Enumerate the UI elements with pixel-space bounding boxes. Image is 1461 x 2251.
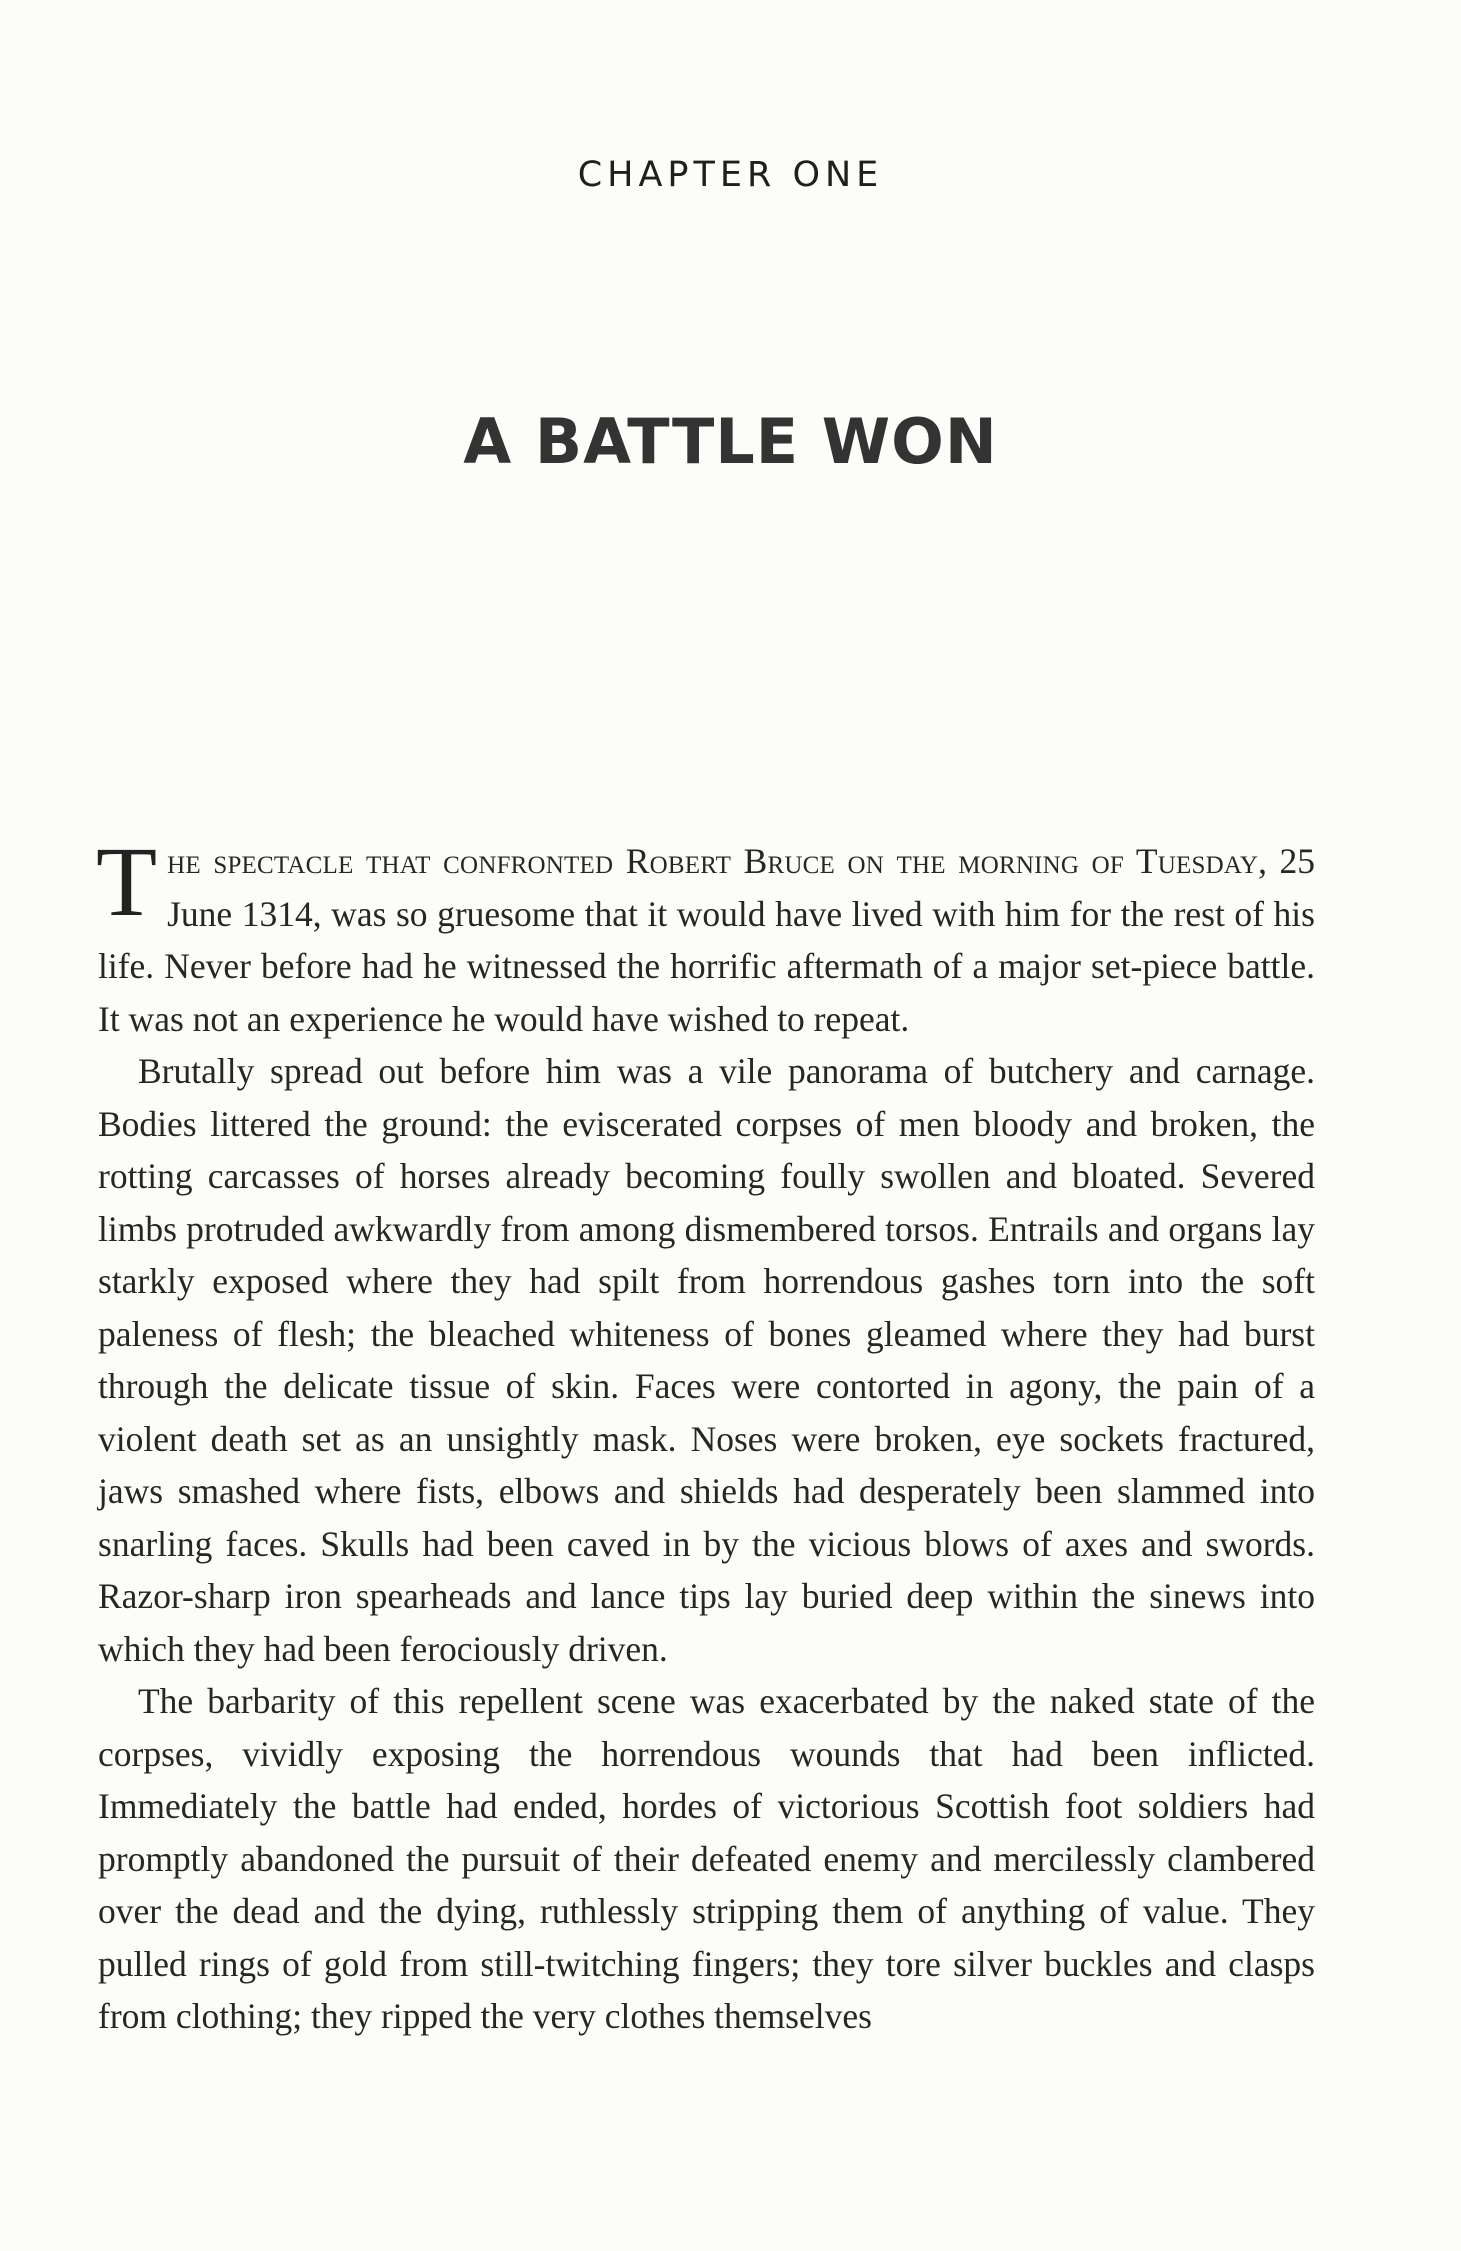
chapter-title: A BATTLE WON: [463, 405, 998, 478]
body-text: [96, 826, 1316, 2043]
paragraph-1: [96, 826, 1316, 1045]
chapter-label: CHAPTER ONE: [577, 155, 884, 195]
paragraph-3: The barbarity of this repellent scene was exacerbated by the naked state of the corpses, vividly exposing the horrendous wounds that had been inflicted. Immediately the battle had ended, hordes of victorious Scottish foot soldiers had promptly abandoned the pursuit of their defeated enemy and mercilessly clambered over the dead and the dying, ruthlessly stripping them of anything of value. They pulled rings of gold from still-twitching fingers; they tore silver buckles and clasps from clothing; they ripped the very clothes themselves: [98, 1681, 1315, 2036]
drop-cap: T: [96, 826, 158, 937]
paragraph-2: Brutally spread out before him was a vile panorama of butchery and carnage. Bodies littered the ground: the eviscerated corpses of men bloody and broken, the rotting carcasses of horses already becoming foully swollen and bloated. Severed limbs protruded awkwardly from among dismembered torsos. Entrails and organs lay starkly exposed where they had spilt from horrendous gashes torn into the soft paleness of flesh; the bleached whiteness of bones gleamed where they had burst through the delicate tissue of skin. Faces were contorted in agony, the pain of a violent death set as an unsightly mask. Noses were broken, eye sockets fractured, jaws smashed where fists, elbows and shields had desperately been slammed into snarling faces. Skulls had been caved in by the vicious blows of axes and swords. Razor-sharp iron spearheads and lance tips lay buried deep within the sinews into which they had been ferociously driven.: [98, 1051, 1315, 1669]
opening-small-caps: he spectacle that confronted Robert Bruce on the morning of Tuesday,: [167, 841, 1268, 881]
paragraph-1-text: 25 June 1314, was so gruesome that it would have lived with him for the rest of his life. Never before had he witnessed the horrific aftermath of a major set-piece battle. It was not an experience he would have wished to repeat.: [98, 841, 1316, 1039]
